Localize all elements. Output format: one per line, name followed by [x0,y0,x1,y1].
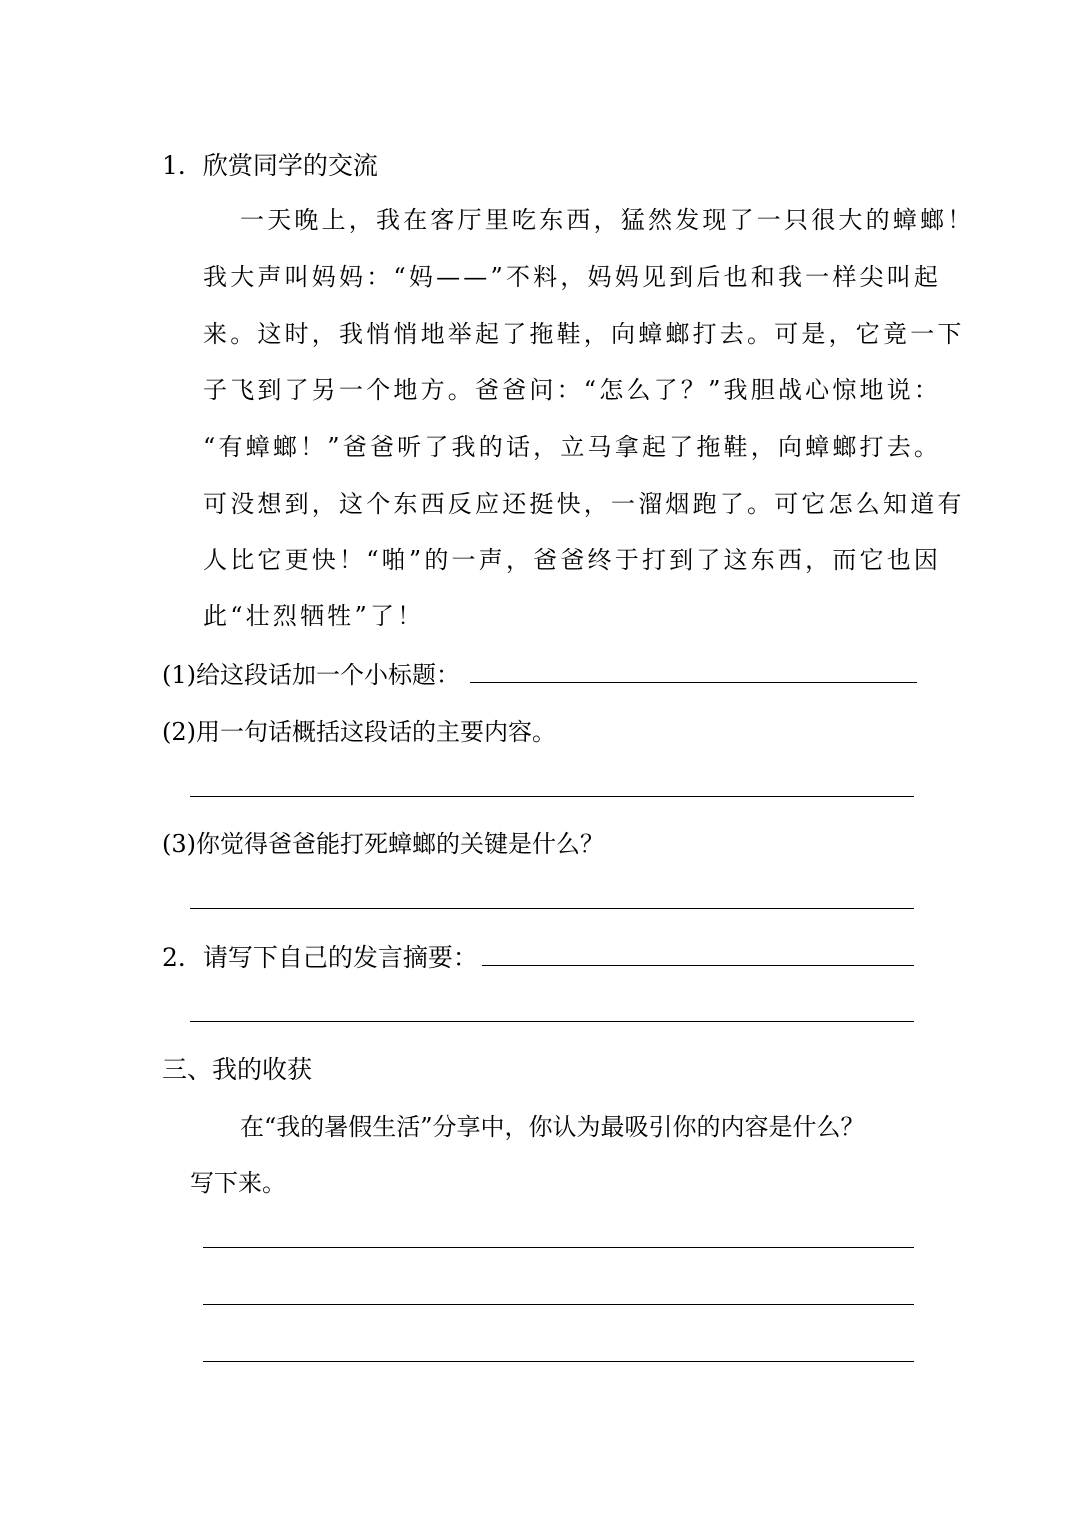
answer-line-q3[interactable] [190,908,914,909]
passage-line: “有蟑螂！”爸爸听了我的话，立马拿起了拖鞋，向蟑螂打去。 [203,433,942,461]
section-3-title: 三、我的收获 [162,1055,313,1084]
answer-line-harvest-3[interactable] [203,1361,914,1362]
answer-line-summary-2[interactable] [190,1021,914,1022]
section-3-prompt-continued: 写下来。 [190,1169,286,1197]
section-1-title: 1．欣赏同学的交流 [162,151,378,180]
answer-line-harvest-2[interactable] [203,1304,914,1305]
section-2-prompt: 2．请写下自己的发言摘要： [162,943,478,972]
passage-line: 子飞到了另一个地方。爸爸问：“怎么了？”我胆战心惊地说： [203,376,942,404]
passage-line: 可没想到，这个东西反应还挺快，一溜烟跑了。可它怎么知道有 [203,490,965,518]
passage-line: 来。这时，我悄悄地举起了拖鞋，向蟑螂打去。可是，它竟一下 [203,320,965,348]
answer-line-summary-1[interactable] [482,965,914,966]
question-2: (2)用一句话概括这段话的主要内容。 [162,718,556,746]
answer-line-harvest-1[interactable] [203,1247,914,1248]
passage-line: 一天晚上，我在客厅里吃东西，猛然发现了一只很大的蟑螂！ [240,206,975,234]
question-3: (3)你觉得爸爸能打死蟑螂的关键是什么？ [162,830,604,858]
question-1: (1)给这段话加一个小标题： [162,661,460,689]
passage-line: 人比它更快！“啪”的一声，爸爸终于打到了这东西，而它也因 [203,546,942,574]
answer-line-q2[interactable] [190,796,914,797]
passage-line: 此“壮烈牺牲”了！ [203,602,425,630]
passage-line: 我大声叫妈妈：“妈——”不料，妈妈见到后也和我一样尖叫起 [203,263,942,291]
answer-line-q1[interactable] [470,682,917,683]
section-3-prompt: 在“我的暑假生活”分享中，你认为最吸引你的内容是什么？ [240,1113,865,1141]
